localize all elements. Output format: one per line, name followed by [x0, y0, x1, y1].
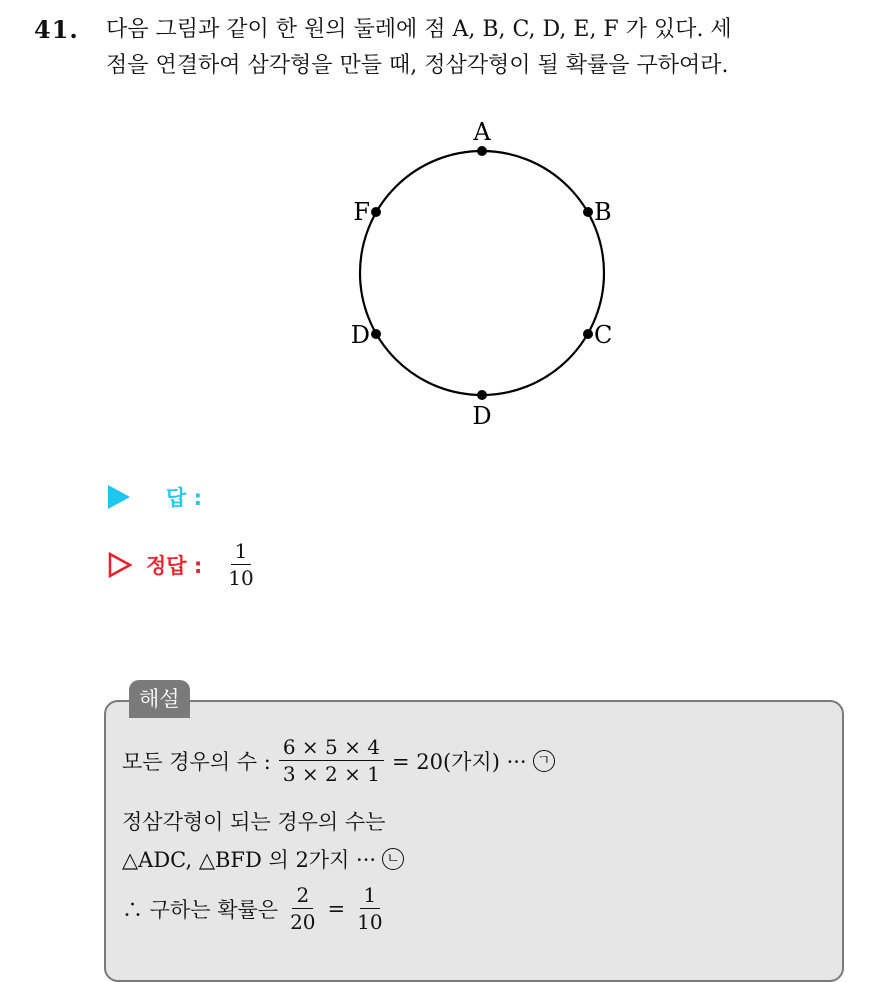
question-number: 41.	[34, 15, 79, 44]
solution-l4-equals: =	[327, 896, 346, 921]
solution-l1-suffix: = 20(가지) ···	[391, 749, 527, 774]
outline-triangle-icon	[108, 552, 132, 578]
correct-answer-row	[108, 538, 258, 591]
solution-line-2: 정삼각형이 되는 경우의 수는	[122, 810, 386, 834]
solution-l4-fraction-2	[353, 882, 386, 935]
solution-l1-prefix: 모든 경우의 수 :	[122, 749, 271, 774]
point-bottom-label: D	[472, 402, 492, 430]
point-bottom-dot	[477, 390, 487, 400]
fraction-numerator: 1	[231, 538, 252, 565]
point-a-label: A	[473, 118, 491, 146]
correct-answer-fraction	[224, 538, 257, 591]
correct-answer-label: 정답 :	[146, 553, 203, 578]
circled-mark-2: ㄴ	[382, 848, 404, 870]
point-left-lower-dot	[371, 329, 381, 339]
solution-l1-fraction	[279, 734, 384, 787]
point-c-dot	[583, 329, 593, 339]
solution-box	[104, 700, 844, 982]
point-a-dot	[477, 146, 487, 156]
point-left-lower-label: D	[350, 321, 370, 349]
fraction-numerator: 1	[360, 882, 381, 909]
point-b-dot	[583, 207, 593, 217]
solution-l4-prefix: ∴ 구하는 확률은	[122, 897, 279, 922]
fraction-denominator: 10	[357, 910, 383, 934]
fraction-denominator: 10	[228, 566, 254, 590]
circle-figure	[330, 112, 650, 442]
point-f-label: F	[353, 198, 370, 226]
solution-tab: 해설	[129, 680, 190, 718]
fraction-denominator: 20	[290, 910, 316, 934]
fraction-numerator: 6 × 5 × 4	[279, 734, 384, 761]
solution-line-4	[122, 882, 395, 935]
point-f-dot	[371, 207, 381, 217]
circled-mark-1: ㄱ	[533, 750, 555, 772]
answer-label: 답 :	[166, 486, 202, 510]
question-line-1: 다음 그림과 같이 한 원의 둘레에 점 A, B, C, D, E, F 가 있다. 세	[106, 17, 732, 42]
solution-l4-fraction-1	[286, 882, 319, 935]
question-line-2: 점을 연결하여 삼각형을 만들 때, 정삼각형이 될 확률을 구하여라.	[106, 53, 729, 78]
fraction-denominator: 3 × 2 × 1	[282, 762, 380, 786]
filled-triangle-icon	[108, 485, 130, 509]
fraction-numerator: 2	[292, 882, 313, 909]
point-b-label: B	[594, 198, 612, 226]
solution-line-3	[122, 844, 404, 874]
solution-l3-text: △ADC, △BFD 의 2가지 ···	[122, 848, 377, 872]
solution-line-1	[122, 734, 555, 787]
circle	[360, 151, 604, 395]
point-c-label: C	[594, 321, 613, 349]
problem	[34, 12, 864, 84]
circle-diagram	[330, 112, 650, 442]
answer-row	[108, 482, 202, 512]
